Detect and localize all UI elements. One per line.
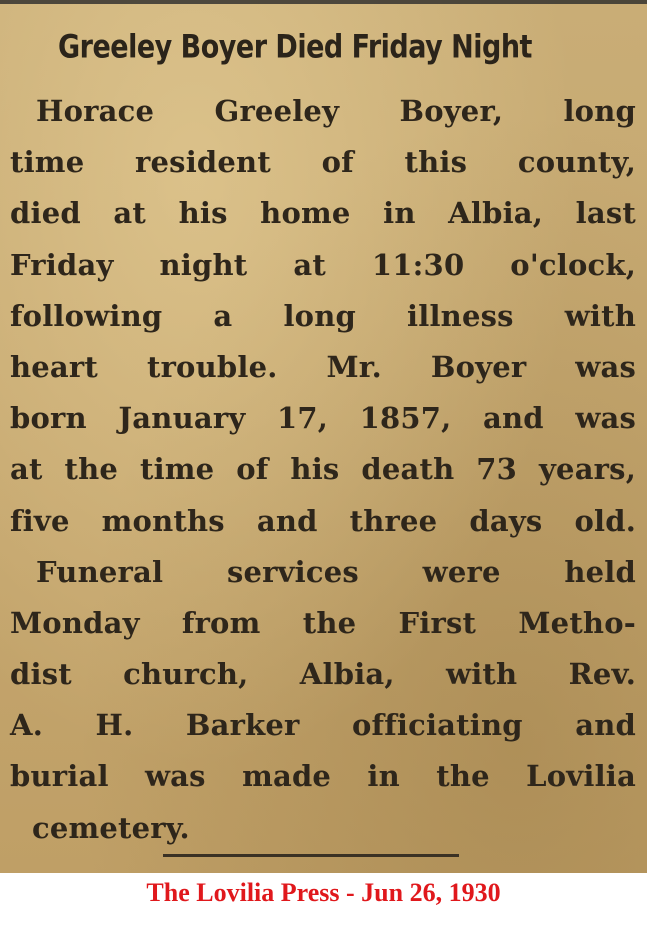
article-line: Monday from the First Metho- — [10, 605, 636, 640]
article-line: five months and three days old. — [10, 503, 636, 538]
article-body — [10, 86, 636, 854]
article-line: burial was made in the Lovilia — [10, 759, 636, 794]
article-line: at the time of his death 73 years, — [10, 452, 636, 487]
article-line: born January 17, 1857, and was — [10, 401, 636, 436]
article-line: Friday night at 11:30 o'clock, — [10, 247, 636, 282]
article-line: died at his home in Albia, last — [10, 196, 636, 231]
article-line: dist church, Albia, with Rev. — [10, 657, 636, 692]
article-end-rule — [163, 854, 459, 857]
article-headline: Greeley Boyer Died Friday Night — [58, 29, 532, 66]
article-line: heart trouble. Mr. Boyer was — [10, 349, 636, 384]
article-line: cemetery. — [32, 810, 190, 845]
article-line: Horace Greeley Boyer, long — [36, 94, 636, 128]
article-line: time resident of this county, — [10, 145, 636, 180]
article-line: following a long illness with — [10, 298, 636, 333]
article-line: A. H. Barker officiating and — [10, 708, 636, 743]
source-caption: The Lovilia Press - Jun 26, 1930 — [146, 878, 501, 907]
article-line: Funeral services were held — [36, 554, 636, 589]
clipping-top-edge — [0, 0, 647, 4]
